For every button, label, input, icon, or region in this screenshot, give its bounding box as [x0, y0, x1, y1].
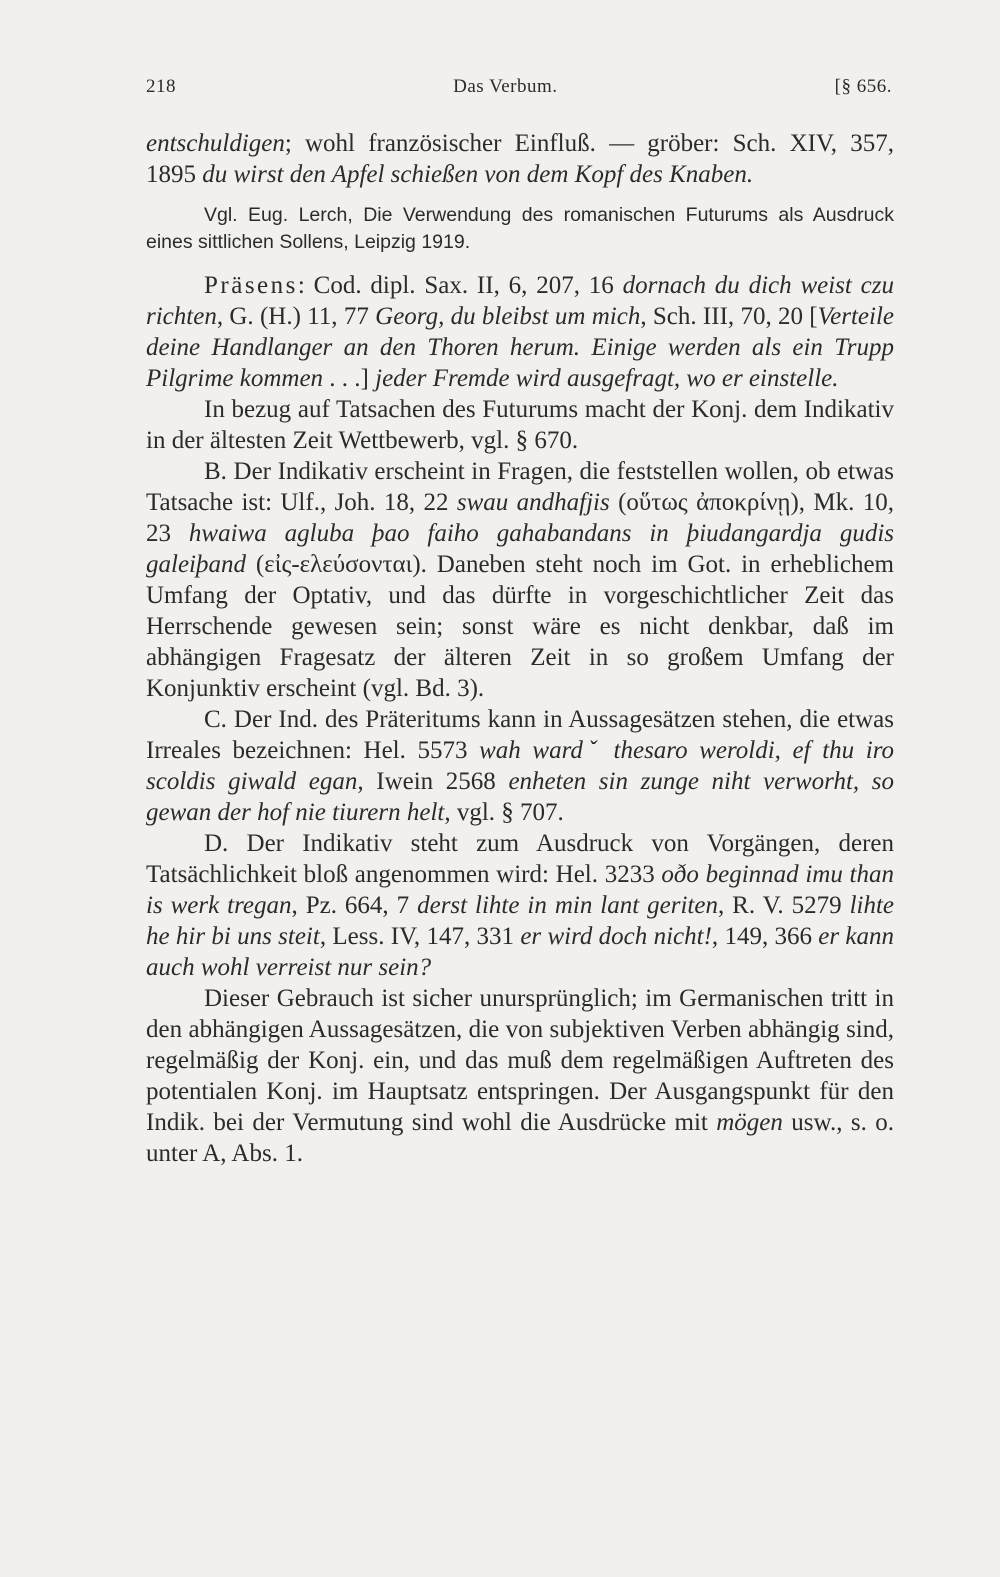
running-header	[146, 76, 892, 98]
running-title: Das Verbum.	[453, 76, 558, 97]
page-number: 218	[146, 76, 176, 97]
reference-note: Vgl. Eug. Lerch, Die Verwendung des romanischen Futurums als Ausdruck eines sittlichen Sollens, Leipzig 1919.	[146, 204, 894, 253]
paragraph: In bezug auf Tatsachen des Futurums macht der Konj. dem Indikativ in der ältesten Zeit Wettbewerb, vgl. § 670.	[146, 396, 894, 454]
paragraph: D. Der Indikativ steht zum Ausdruck von Vorgängen, deren Tatsächlichkeit bloß angenommen wird: Hel. 3233 oðo beginnad imu than is werk tregan, Pz. 664, 7 derst lihte in min lant geriten, R. V. 5279 lihte he hir bi uns steit, Less. IV, 147, 331 er wird doch nicht!, 149, 366 er kann auch wohl verreist nur sein?	[146, 830, 895, 981]
paragraph: B. Der Indikativ erscheint in Fragen, die feststellen wollen, ob etwas Tatsache ist: Ulf., Joh. 18, 22 swau andhafjis (οὕτως ἀποκρίνῃ), Mk. 10, 23 hwaiwa agluba þao faiho gahabandans in þiudangardja gudis galeiþand (εἰς-ελεύσονται). Daneben steht noch im Got. in erheblichem Umfang der Optativ, und das dürfte in vorgeschichtlicher Zeit das Herrschende gewesen sein; sonst wäre es nicht denkbar, daß im abhängigen Fragesatz der älteren Zeit in so großem Umfang der Konjunktiv erscheint (vgl. Bd. 3).	[146, 458, 894, 702]
paragraph: C. Der Ind. des Präteritums kann in Aussagesätzen stehen, die etwas Irreales bezeichnen: Hel. 5573 wah wardˇ thesaro weroldi, ef thu iro scoldis giwald egan, Iwein 2568 enheten sin zunge niht verworht, so gewan der hof nie tiurern helt, vgl. § 707.	[146, 706, 895, 826]
paragraph: entschuldigen; wohl französischer Einfluß. — gröber: Sch. XIV, 357, 1895 du wirst den Apfel schießen von dem Kopf des Knaben.	[146, 130, 894, 188]
section-marker: [§ 656.	[834, 76, 892, 97]
body-text	[146, 128, 894, 1169]
paragraph: Präsens: Cod. dipl. Sax. II, 6, 207, 16 dornach du dich weist czu richten, G. (H.) 11, 77 Georg, du bleibst um mich, Sch. III, 70, 20 [Verteile deine Handlanger an den Thoren herum. Einige werden als ein Trupp Pilgrime kommen . . .] jeder Fremde wird ausgefragt, wo er einstelle.	[146, 272, 894, 392]
paragraph: Dieser Gebrauch ist sicher unursprünglich; im Germanischen tritt in den abhängigen Aussagesätzen, die von subjektiven Verben abhängig sind, regelmäßig der Konj. ein, und das muß dem regelmäßigen Auftreten des potentialen Konj. im Hauptsatz entspringen. Der Ausgangspunkt für den Indik. bei der Vermutung sind wohl die Ausdrücke mit mögen usw., s. o. unter A, Abs. 1.	[146, 985, 895, 1167]
